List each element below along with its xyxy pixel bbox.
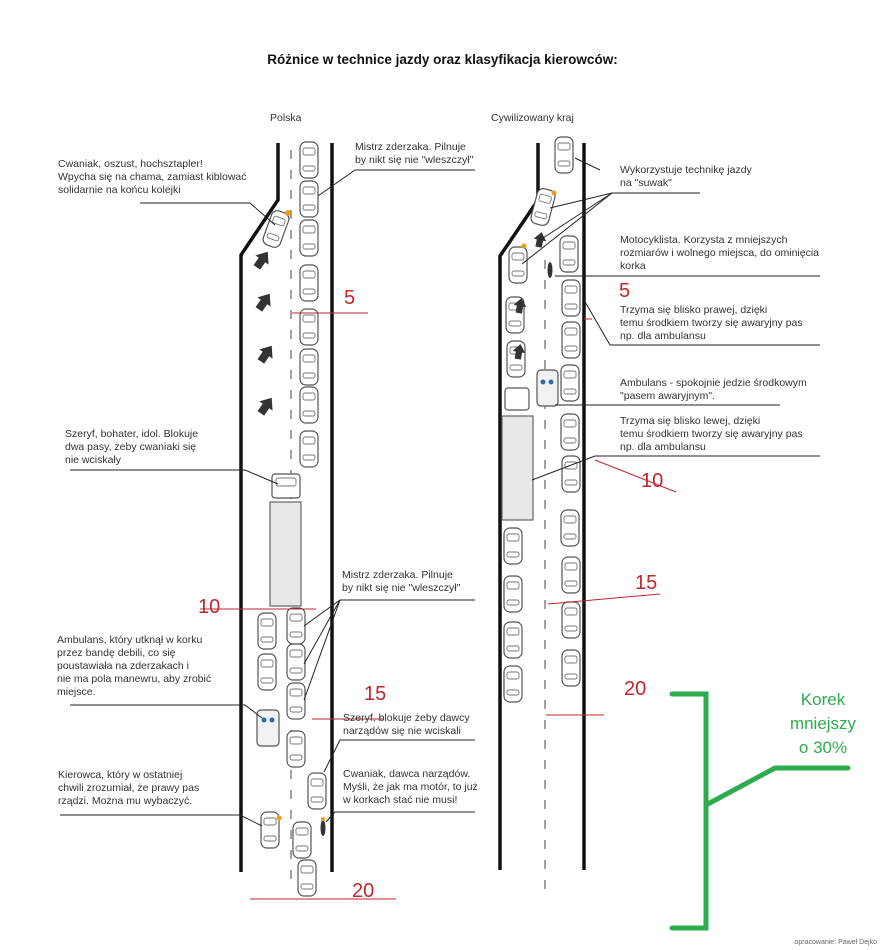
- motorcycle-right: [548, 262, 553, 278]
- marker-left-10: 10: [198, 596, 221, 618]
- label-suwak: Wykorzystuje technikę jazdy na "suwak": [620, 164, 752, 189]
- marker-right-20: 20: [624, 678, 647, 700]
- marker-right-10: 10: [641, 470, 664, 492]
- page-title: Różnice w technice jazdy oraz klasyfikacja kierowców:: [267, 52, 618, 67]
- merge-arrows: [250, 247, 278, 418]
- cywil-right-lane-cars: [555, 137, 580, 686]
- ambulance-right: [537, 370, 558, 406]
- label-blisko-prawej: Trzyma się blisko prawej, dzięki temu środkiem tworzy się awaryjny pas np. dla ambulansu: [620, 304, 803, 342]
- szeryf-truck-left: [270, 474, 301, 606]
- column-header-polska: Polska: [270, 112, 302, 124]
- marker-left-15: 15: [364, 683, 387, 705]
- label-kierowca: Kierowca, który w ostatniej chwili zrozumiał, że prawy pas rządzi. Można mu wybaczyć.: [58, 769, 200, 807]
- label-szeryf-1: Szeryf, bohater, idol. Blokuje dwa pasy, żeby cwaniaki się nie wciskały: [65, 428, 199, 466]
- label-cwaniak: Cwaniak, oszust, hochsztapler! Wpycha się na chama, zamiast kiblować solidarnie na końcu kolejki: [58, 158, 247, 196]
- marker-left-5: 5: [344, 287, 356, 309]
- truck-right: [502, 388, 533, 520]
- label-szeryf-2: Szeryf, blokuje żeby dawcy narządów się nie wciskali: [343, 712, 470, 737]
- turn-signal: [277, 816, 282, 821]
- label-mistrz-zderzaka-2: Mistrz zderzaka. Pilnuje by nikt się nie "wleszczył": [342, 569, 461, 594]
- marker-right-5: 5: [619, 280, 631, 302]
- marker-right-15: 15: [635, 572, 658, 594]
- label-blisko-lewej: Trzyma się blisko lewej, dzięki temu środkiem tworzy się awaryjny pas np. dla ambulansu: [620, 415, 803, 453]
- credit: opracowanie: Paweł Dejko: [794, 939, 877, 946]
- label-ambulans-cywil: Ambulans - spokojnie jedzie środkowym "pasem awaryjnym".: [620, 377, 807, 402]
- label-dawca-narzadow: Cwaniak, dawca narządów. Myśli, że jak ma motór, to już w korkach stać nie musi!: [343, 768, 478, 806]
- column-header-cywilizowany: Cywilizowany kraj: [491, 112, 574, 124]
- ambulance-left: [257, 710, 279, 746]
- annotation-korek: Korek mniejszy o 30%: [789, 690, 857, 757]
- label-mistrz-zderzaka-1: Mistrz zderzaka. Pilnuje by nikt się nie "wleszczył": [355, 141, 474, 166]
- marker-left-20: 20: [352, 880, 375, 902]
- motorcycle-left: [321, 817, 326, 836]
- label-ambulans-polska: Ambulans, który utknął w korku przez bandę debili, co się poustawiała na zderzakach i nie ma pola manewru, aby zrobić miejsce.: [57, 634, 212, 698]
- label-motocyklista: Motocyklista. Korzysta z mniejszych rozmiarów i wolnego miejsca, do ominięcia korka: [620, 234, 819, 272]
